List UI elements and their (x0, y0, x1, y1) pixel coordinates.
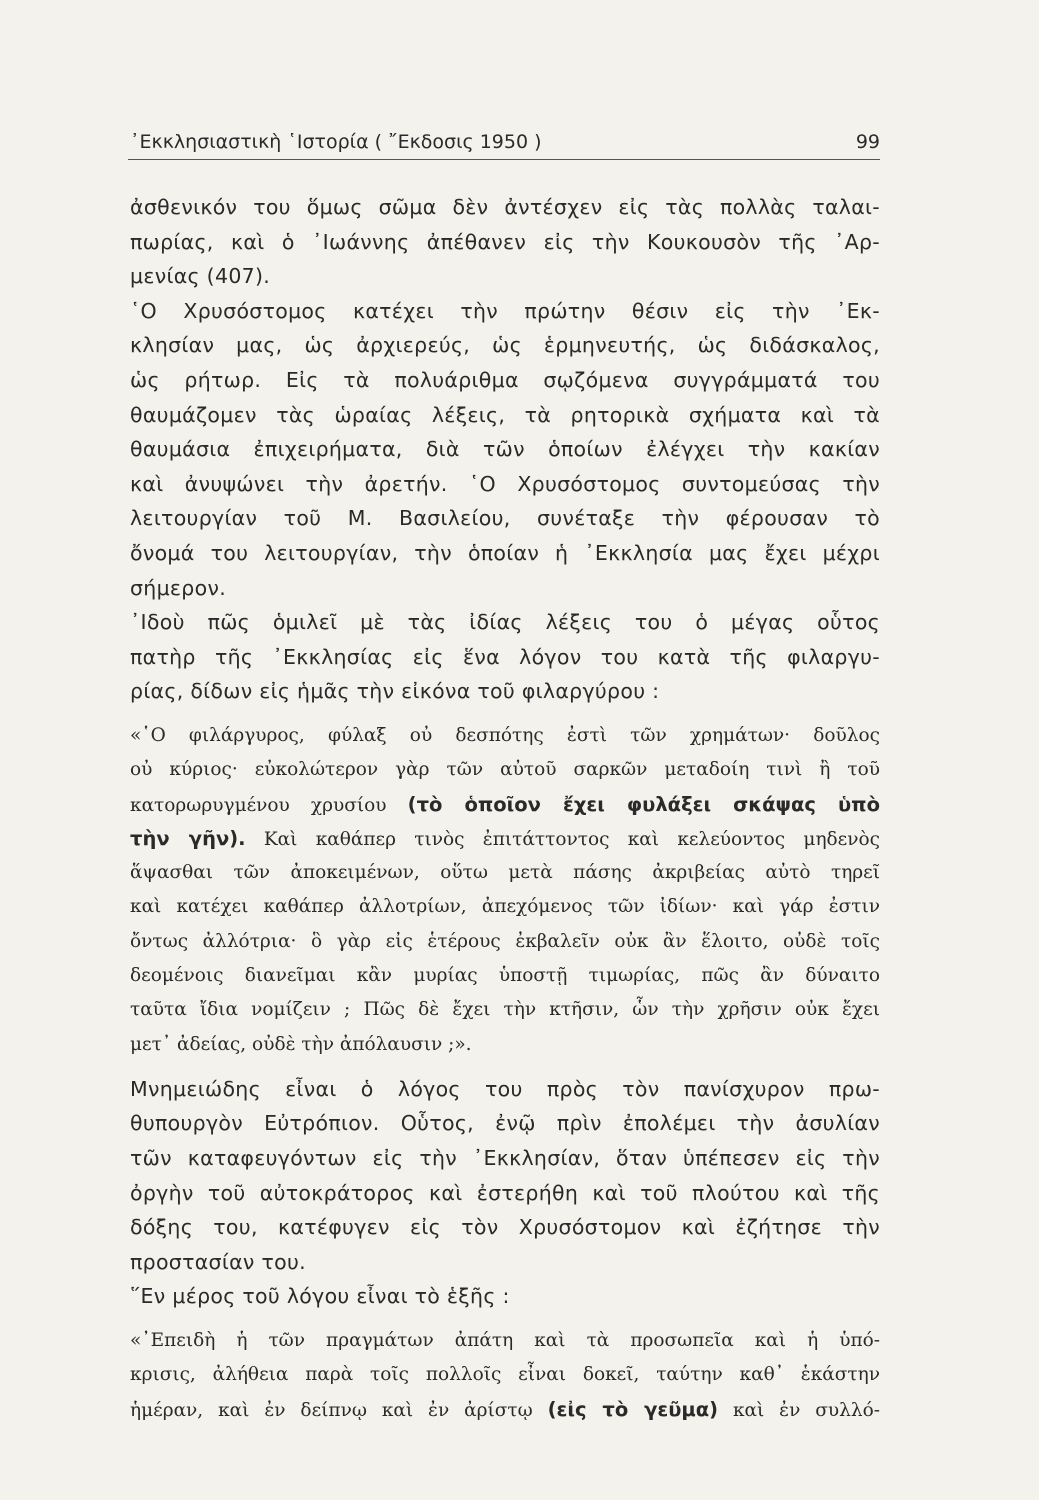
text-line: καὶ ἀνυψώνει τὴν ἀρετήν. ῾Ο Χρυσόστομος συντομεύσας τὴν (130, 471, 880, 496)
text-line: ὀργὴν τοῦ αὐτοκράτορος καὶ ἐστερήθη καὶ τοῦ πλούτου καὶ τῆς (130, 1180, 880, 1205)
text-line: τῶν καταφευγόντων εἰς τὴν ᾿Εκκλησίαν, ὅταν ὑπέπεσεν εἰς τὴν (130, 1146, 880, 1171)
spacer (130, 1062, 880, 1072)
text-line: σήμερον. (130, 575, 227, 600)
text-line: δόξης του, κατέφυγεν εἰς τὸν Χρυσόστομον καὶ ἐζήτησε τὴν (130, 1215, 880, 1240)
quote-line (130, 822, 880, 856)
page-number: 99 (855, 131, 880, 153)
quote-eutropios (130, 1324, 880, 1427)
quote-text: καὶ ἐν συλλό- (718, 1399, 880, 1421)
text-line: ρίας, δίδων εἰς ἡμᾶς τὴν εἰκόνα τοῦ φιλαργύρου : (130, 679, 660, 704)
text-line: πατὴρ τῆς ᾿Εκκλησίας εἰς ἕνα λόγον του κατὰ τῆς φιλαργυ- (130, 644, 880, 669)
text-line: ᾿Ιδοὺ πῶς ὁμιλεῖ μὲ τὰς ἰδίας λέξεις του ὁ μέγας οὗτος (130, 610, 880, 635)
quote-line: ἅψασθαι τῶν ἀποκειμένων, οὕτω μετὰ πάσης ἀκριβείας αὐτὸ τηρεῖ (130, 862, 880, 884)
paragraph-5 (130, 1279, 880, 1314)
quote-text: ἡμέραν, καὶ ἐν δείπνῳ καὶ ἐν ἀρίστῳ (130, 1399, 548, 1421)
quote-line: μετ᾿ ἀδείας, οὐδὲ τὴν ἀπόλαυσιν ;». (130, 1033, 472, 1055)
quote-bold-gloss: τὴν γῆν). (130, 826, 246, 850)
running-title: ᾿Εκκλησιαστικὴ ῾Ιστορία ( ῎Εκδοσις 1950 ) (130, 131, 542, 153)
text-line: προστασίαν του. (130, 1249, 306, 1274)
quote-line (130, 788, 880, 822)
text-line: θαυμάζομεν τὰς ὡραίας λέξεις, τὰ ρητορικὰ σχήματα καὶ τὰ (130, 402, 880, 427)
text-line: ὡς ρήτωρ. Εἰς τὰ πολυάριθμα σῳζόμενα συγγράμματά του (130, 367, 880, 392)
paragraph-2 (130, 294, 880, 605)
spacer (130, 709, 880, 719)
quote-line: οὐ κύριος· εὐκολώτερον γὰρ τῶν αὐτοῦ σαρκῶν μεταδοίη τινὶ ἢ τοῦ (130, 759, 880, 781)
quote-line: καὶ κατέχει καθάπερ ἀλλοτρίων, ἀπεχόμενος τῶν ἰδίων· καὶ γάρ ἐστιν (130, 896, 880, 918)
text-line: ὄνομά του λειτουργίαν, τὴν ὁποίαν ἡ ᾿Εκκλησία μας ἔχει μέχρι (130, 540, 880, 565)
quote-line: ταῦτα ἴδια νομίζειν ; Πῶς δὲ ἔχει τὴν κτῆσιν, ὧν τὴν χρῆσιν οὐκ ἔχει (130, 999, 880, 1021)
text-line: πωρίας, καὶ ὁ ᾿Ιωάννης ἀπέθανεν εἰς τὴν Κουκουσὸν τῆς ᾿Αρ- (130, 229, 880, 254)
quote-bold-gloss: (εἰς τὸ γεῦμα) (547, 1397, 719, 1421)
text-line: κλησίαν μας, ὡς ἀρχιερεύς, ὡς ἑρμηνευτής, ὡς διδάσκαλος, (130, 333, 880, 358)
paragraph-3 (130, 605, 880, 709)
page-header (130, 127, 880, 157)
quote-bold-gloss: (τὸ ὁποῖον ἔχει φυλάξει σκάψας ὑπὸ (407, 792, 880, 816)
text-line: ἀσθενικόν του ὅμως σῶμα δὲν ἀντέσχεν εἰς τὰς πολλὰς ταλαι- (130, 195, 880, 219)
body-text (130, 190, 880, 1427)
quote-line: δεομένοις διανεῖμαι κἂν μυρίας ὑποστῇ τιμωρίας, πῶς ἂν δύναιτο (130, 964, 880, 986)
text-line: θαυμάσια ἐπιχειρήματα, διὰ τῶν ὁποίων ἐλέγχει τὴν κακίαν (130, 437, 880, 462)
paragraph-1 (130, 190, 880, 294)
quote-text: κατορωρυγμένου χρυσίου (130, 794, 408, 816)
text-line: Μνημειώδης εἶναι ὁ λόγος του πρὸς τὸν πανίσχυρον πρω- (130, 1076, 880, 1101)
quote-line: «᾿Επειδὴ ἡ τῶν πραγμάτων ἀπάτη καὶ τὰ προσωπεῖα καὶ ἡ ὑπό- (130, 1330, 880, 1352)
text-line: μενίας (407). (130, 264, 271, 289)
spacer (130, 1314, 880, 1324)
text-line: ῾Ο Χρυσόστομος κατέχει τὴν πρώτην θέσιν εἰς τὴν ᾿Εκ- (130, 298, 880, 323)
text-line: θυπουργὸν Εὐτρόπιον. Οὗτος, ἐνῷ πρὶν ἐπολέμει τὴν ἀσυλίαν (130, 1111, 880, 1136)
text-line: ῞Εν μέρος τοῦ λόγου εἶναι τὸ ἑξῆς : (130, 1284, 510, 1309)
header-rule (128, 159, 880, 160)
quote-line: κρισις, ἀλήθεια παρὰ τοῖς πολλοῖς εἶναι δοκεῖ, ταύτην καθ᾿ ἑκάστην (130, 1364, 880, 1386)
quote-text: Καὶ καθάπερ τινὸς ἐπιτάττοντος καὶ κελεύοντος μηδενὸς (245, 828, 880, 850)
quote-line: «῾Ο φιλάργυρος, φύλαξ οὐ δεσπότης ἐστὶ τῶν χρημάτων· δοῦλος (130, 724, 880, 746)
paragraph-4 (130, 1072, 880, 1280)
quote-line (130, 1393, 880, 1427)
quote-line: ὄντως ἀλλότρια· ὃ γὰρ εἰς ἑτέρους ἐκβαλεῖν οὐκ ἂν ἕλοιτο, οὐδὲ τοῖς (130, 930, 880, 952)
quote-philargyros (130, 719, 880, 1062)
text-line: λειτουργίαν τοῦ Μ. Βασιλείου, συνέταξε τὴν φέρουσαν τὸ (130, 506, 880, 531)
